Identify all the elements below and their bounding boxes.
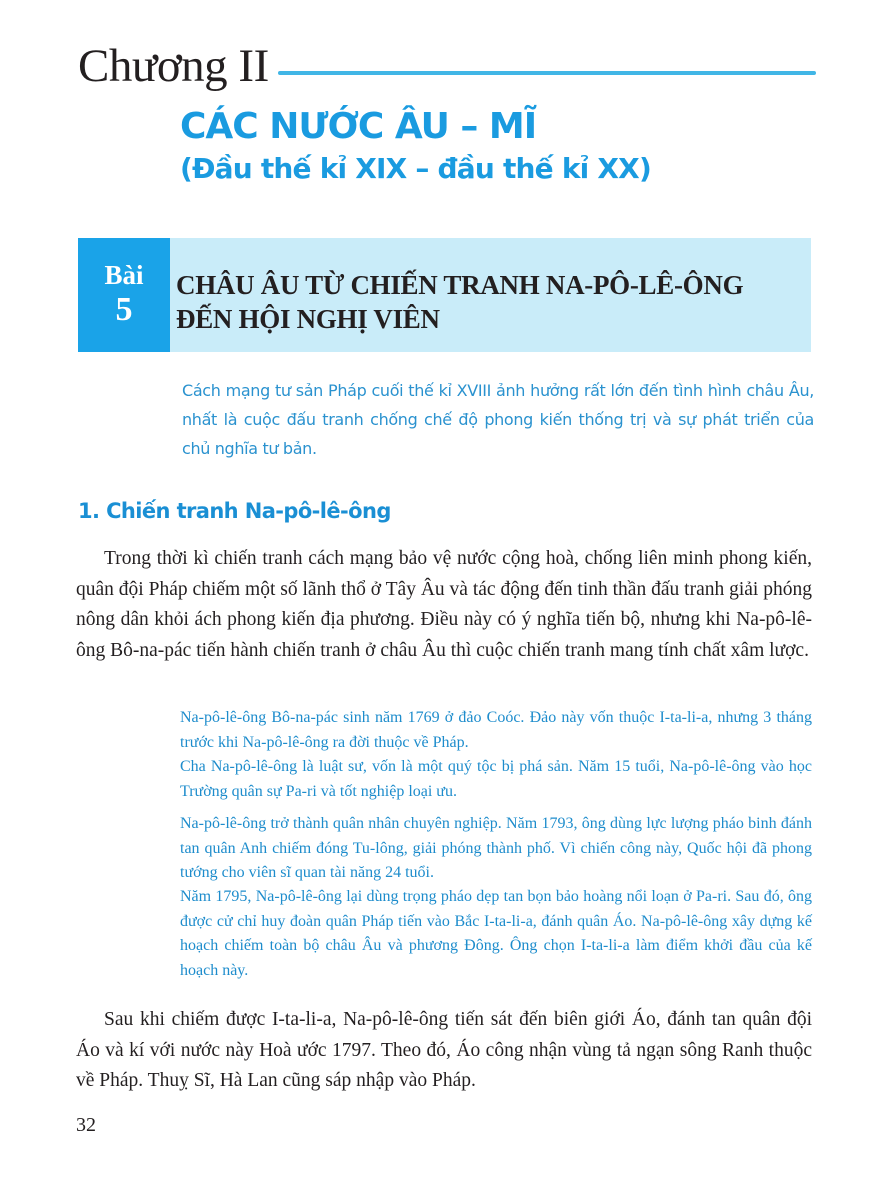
paragraph-text: Sau khi chiếm được I-ta-li-a, Na-pô-lê-ông tiến sát đến biên giới Áo, đánh tan quân đội Áo và kí với nước này Hoà ước 1797. Theo đó, Áo công nhận vùng tả ngạn sông Ranh thuộc về Pháp. Thuỵ Sĩ, Hà Lan cũng sáp nhập vào Pháp. <box>76 1009 812 1092</box>
sidenote-text: Na-pô-lê-ông trở thành quân nhân chuyên nghiệp. Năm 1793, ông dùng lực lượng pháo binh đánh tan quân Anh chiếm đóng Tu-lông, giải phóng thành phố. Vì chiến công này, Quốc hội đã phong tướng cho viên sĩ quan tài năng 24 tuổi. <box>180 815 812 881</box>
page-number: 32 <box>76 1114 96 1136</box>
paragraph-text: Trong thời kì chiến tranh cách mạng bảo vệ nước cộng hoà, chống liên minh phong kiến, quân đội Pháp chiếm một số lãnh thổ ở Tây Âu và tác động đến tinh thần đấu tranh giải phóng nông dân khỏi ách phong kiến địa phương. Điều này có ý nghĩa tiến bộ, nhưng khi Na-pô-lê-ông Bô-na-pác tiến hành chiến tranh ở châu Âu thì cuộc chiến tranh mang tính chất xâm lược. <box>76 548 812 661</box>
sidenote-block <box>180 706 812 804</box>
sidenote-block <box>180 885 812 983</box>
lesson-word: Bài <box>104 260 144 290</box>
sidenote-text: Cha Na-pô-lê-ông là luật sư, vốn là một quý tộc bị phá sản. Năm 15 tuổi, Na-pô-lê-ông vào học Trường quân sự Pa-ri và tốt nghiệp loại ưu. <box>180 758 812 800</box>
sidenote-text: Năm 1795, Na-pô-lê-ông lại dùng trọng pháo dẹp tan bọn bảo hoàng nổi loạn ở Pa-ri. Sau đó, ông được cử chỉ huy đoàn quân Pháp tiến vào Bắc I-ta-li-a, đánh quân Áo. Na-pô-lê-ông xây dựng kế hoạch chiếm toàn bộ châu Âu và phương Đông. Ông chọn I-ta-li-a làm điểm khởi đầu của kế hoạch này. <box>180 888 812 979</box>
sidenote-block <box>180 812 812 886</box>
body-paragraph <box>76 1005 812 1097</box>
lesson-introduction: Cách mạng tư sản Pháp cuối thế kỉ XVIII ảnh hưởng rất lớn đến tình hình châu Âu, nhất là cuộc đấu tranh chống chế độ phong kiến thống trị và sự phát triển của chủ nghĩa tư bản. <box>182 381 814 458</box>
lesson-banner <box>78 238 811 352</box>
lesson-title-line: CHÂU ÂU TỪ CHIẾN TRANH NA-PÔ-LÊ-ÔNG <box>176 270 744 300</box>
section-heading: 1. Chiến tranh Na-pô-lê-ông <box>78 499 391 523</box>
body-paragraph <box>76 544 812 666</box>
chapter-title: CÁC NƯỚC ÂU – MĨ <box>180 106 537 147</box>
sidenote-text: Na-pô-lê-ông Bô-na-pác sinh năm 1769 ở đảo Coóc. Đảo này vốn thuộc I-ta-li-a, nhưng 3 tháng trước khi Na-pô-lê-ông ra đời thuộc về Pháp. <box>180 709 812 751</box>
chapter-divider <box>278 71 816 75</box>
lesson-title <box>176 268 806 336</box>
chapter-header <box>78 38 816 94</box>
lesson-badge <box>78 238 170 352</box>
lesson-number: 5 <box>115 291 133 328</box>
lesson-title-line: ĐẾN HỘI NGHỊ VIÊN <box>176 304 440 334</box>
chapter-subtitle: (Đầu thế kỉ XIX – đầu thế kỉ XX) <box>180 152 651 185</box>
chapter-label: Chương II <box>78 40 269 92</box>
